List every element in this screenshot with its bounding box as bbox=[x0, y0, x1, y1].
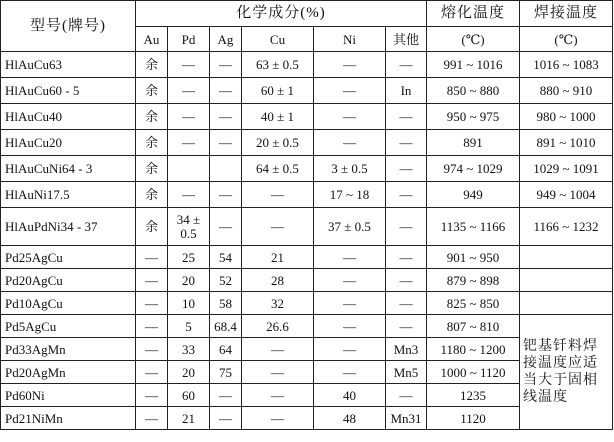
col-header-ni: Ni bbox=[314, 27, 386, 52]
pd-cell: 21 bbox=[168, 407, 210, 430]
col-header-model: 型号(牌号) bbox=[1, 1, 136, 52]
ni-cell: 40 bbox=[314, 384, 386, 407]
other-cell: — bbox=[386, 315, 427, 338]
col-header-ag: Ag bbox=[210, 27, 242, 52]
melting-temp-cell: 1120 bbox=[427, 407, 520, 430]
col-header-melting-temp: 熔化温度 bbox=[427, 1, 520, 27]
ni-cell: 3 ± 0.5 bbox=[314, 156, 386, 182]
pd-cell: — bbox=[168, 182, 210, 208]
melting-temp-cell: 1000 ~ 1120 bbox=[427, 361, 520, 384]
other-cell: — bbox=[386, 269, 427, 292]
ni-cell: — bbox=[314, 52, 386, 78]
other-cell: — bbox=[386, 104, 427, 130]
model-cell: HlAuCu60 - 5 bbox=[1, 78, 136, 104]
table-row bbox=[1, 78, 613, 104]
other-cell: Mn5 bbox=[386, 361, 427, 384]
melting-temp-cell: 949 bbox=[427, 182, 520, 208]
table-row bbox=[1, 315, 613, 338]
welding-temp-cell: 891 ~ 1010 bbox=[520, 130, 613, 156]
ni-cell: 17 ~ 18 bbox=[314, 182, 386, 208]
melting-temp-cell: 807 ~ 810 bbox=[427, 315, 520, 338]
ni-cell: 37 ± 0.5 bbox=[314, 208, 386, 246]
ni-cell: 48 bbox=[314, 407, 386, 430]
pd-cell: 34 ± 0.5 bbox=[168, 208, 210, 246]
ag-cell: — bbox=[210, 52, 242, 78]
other-cell: Mn3 bbox=[386, 338, 427, 361]
cu-cell: 21 bbox=[242, 246, 314, 269]
welding-temp-cell: 1166 ~ 1232 bbox=[520, 208, 613, 246]
col-header-welding-temp: 焊接温度 bbox=[520, 1, 613, 27]
cu-cell: — bbox=[242, 182, 314, 208]
model-cell: Pd25AgCu bbox=[1, 246, 136, 269]
ag-cell: 52 bbox=[210, 269, 242, 292]
ni-cell: — bbox=[314, 246, 386, 269]
ag-cell: — bbox=[210, 104, 242, 130]
model-cell: Pd20AgMn bbox=[1, 361, 136, 384]
table-row bbox=[1, 156, 613, 182]
au-cell: — bbox=[136, 384, 168, 407]
pd-cell: 20 bbox=[168, 361, 210, 384]
ni-cell: — bbox=[314, 292, 386, 315]
melting-temp-cell: 1235 bbox=[427, 384, 520, 407]
au-cell: — bbox=[136, 246, 168, 269]
pd-cell: — bbox=[168, 104, 210, 130]
cu-cell: 26.6 bbox=[242, 315, 314, 338]
ag-cell: — bbox=[210, 182, 242, 208]
ni-cell: — bbox=[314, 78, 386, 104]
ag-cell: — bbox=[210, 130, 242, 156]
au-cell: 余 bbox=[136, 208, 168, 246]
pd-alloy-note: 钯基钎料焊接温度应适当大于固相线温度 bbox=[520, 315, 613, 430]
au-cell: 余 bbox=[136, 156, 168, 182]
model-cell: Pd10AgCu bbox=[1, 292, 136, 315]
model-cell: HlAuNi17.5 bbox=[1, 182, 136, 208]
col-header-composition: 化学成分(%) bbox=[136, 1, 427, 27]
pd-cell: 5 bbox=[168, 315, 210, 338]
au-cell: — bbox=[136, 361, 168, 384]
other-cell: — bbox=[386, 156, 427, 182]
model-cell: HlAuCu40 bbox=[1, 104, 136, 130]
cu-cell: — bbox=[242, 384, 314, 407]
melting-temp-cell: 891 bbox=[427, 130, 520, 156]
ag-cell bbox=[210, 156, 242, 182]
ni-cell: — bbox=[314, 130, 386, 156]
au-cell: — bbox=[136, 269, 168, 292]
ag-cell: — bbox=[210, 384, 242, 407]
au-cell: 余 bbox=[136, 130, 168, 156]
other-cell: — bbox=[386, 384, 427, 407]
table-row bbox=[1, 292, 613, 315]
welding-temp-cell: 880 ~ 910 bbox=[520, 78, 613, 104]
other-cell: — bbox=[386, 208, 427, 246]
col-header-pd: Pd bbox=[168, 27, 210, 52]
model-cell: HlAuCu63 bbox=[1, 52, 136, 78]
pd-cell: 60 bbox=[168, 384, 210, 407]
au-cell: — bbox=[136, 407, 168, 430]
pd-cell: 10 bbox=[168, 292, 210, 315]
welding-temp-cell bbox=[520, 269, 613, 292]
ni-cell: — bbox=[314, 338, 386, 361]
table-row bbox=[1, 52, 613, 78]
model-cell: Pd5AgCu bbox=[1, 315, 136, 338]
table-row bbox=[1, 246, 613, 269]
other-cell: — bbox=[386, 182, 427, 208]
welding-temp-unit: (℃) bbox=[520, 27, 613, 52]
model-cell: HlAuCu20 bbox=[1, 130, 136, 156]
other-cell: — bbox=[386, 52, 427, 78]
table-row bbox=[1, 208, 613, 246]
cu-cell: 32 bbox=[242, 292, 314, 315]
melting-temp-cell: 901 ~ 950 bbox=[427, 246, 520, 269]
cu-cell: 20 ± 0.5 bbox=[242, 130, 314, 156]
welding-temp-cell: 1016 ~ 1083 bbox=[520, 52, 613, 78]
welding-temp-cell: 1029 ~ 1091 bbox=[520, 156, 613, 182]
cu-cell: 40 ± 1 bbox=[242, 104, 314, 130]
col-header-cu: Cu bbox=[242, 27, 314, 52]
ag-cell: 68.4 bbox=[210, 315, 242, 338]
ni-cell: — bbox=[314, 269, 386, 292]
cu-cell: — bbox=[242, 208, 314, 246]
table-row bbox=[1, 104, 613, 130]
ag-cell: — bbox=[210, 78, 242, 104]
col-header-au: Au bbox=[136, 27, 168, 52]
melting-temp-cell: 879 ~ 898 bbox=[427, 269, 520, 292]
ag-cell: — bbox=[210, 208, 242, 246]
pd-cell: 20 bbox=[168, 269, 210, 292]
melting-temp-cell: 1135 ~ 1166 bbox=[427, 208, 520, 246]
ag-cell: 64 bbox=[210, 338, 242, 361]
other-cell: — bbox=[386, 246, 427, 269]
au-cell: — bbox=[136, 292, 168, 315]
welding-temp-cell bbox=[520, 292, 613, 315]
au-cell: 余 bbox=[136, 78, 168, 104]
ni-cell: — bbox=[314, 361, 386, 384]
table-row bbox=[1, 130, 613, 156]
ag-cell: 54 bbox=[210, 246, 242, 269]
cu-cell: — bbox=[242, 407, 314, 430]
model-cell: HlAuCuNi64 - 3 bbox=[1, 156, 136, 182]
cu-cell: 63 ± 0.5 bbox=[242, 52, 314, 78]
melting-temp-cell: 850 ~ 880 bbox=[427, 78, 520, 104]
cu-cell: 28 bbox=[242, 269, 314, 292]
melting-temp-cell: 991 ~ 1016 bbox=[427, 52, 520, 78]
pd-cell bbox=[168, 156, 210, 182]
pd-cell: — bbox=[168, 52, 210, 78]
model-cell: Pd20AgCu bbox=[1, 269, 136, 292]
table-row bbox=[1, 269, 613, 292]
pd-cell: — bbox=[168, 78, 210, 104]
model-cell: Pd21NiMn bbox=[1, 407, 136, 430]
ag-cell: 58 bbox=[210, 292, 242, 315]
melting-temp-cell: 950 ~ 975 bbox=[427, 104, 520, 130]
melting-temp-cell: 1180 ~ 1200 bbox=[427, 338, 520, 361]
au-cell: 余 bbox=[136, 182, 168, 208]
welding-temp-cell: 949 ~ 1004 bbox=[520, 182, 613, 208]
other-cell: In bbox=[386, 78, 427, 104]
other-cell: — bbox=[386, 130, 427, 156]
cu-cell: — bbox=[242, 338, 314, 361]
cu-cell: — bbox=[242, 361, 314, 384]
model-cell: HlAuPdNi34 - 37 bbox=[1, 208, 136, 246]
melting-temp-unit: (℃) bbox=[427, 27, 520, 52]
model-cell: Pd33AgMn bbox=[1, 338, 136, 361]
ni-cell: — bbox=[314, 104, 386, 130]
other-cell: — bbox=[386, 292, 427, 315]
au-cell: 余 bbox=[136, 104, 168, 130]
ag-cell: — bbox=[210, 407, 242, 430]
pd-cell: 33 bbox=[168, 338, 210, 361]
model-cell: Pd60Ni bbox=[1, 384, 136, 407]
cu-cell: 64 ± 0.5 bbox=[242, 156, 314, 182]
melting-temp-cell: 974 ~ 1029 bbox=[427, 156, 520, 182]
col-header-other: 其他 bbox=[386, 27, 427, 52]
au-cell: 余 bbox=[136, 52, 168, 78]
pd-cell: 25 bbox=[168, 246, 210, 269]
melting-temp-cell: 825 ~ 850 bbox=[427, 292, 520, 315]
pd-cell: — bbox=[168, 130, 210, 156]
ni-cell: — bbox=[314, 315, 386, 338]
au-cell: — bbox=[136, 315, 168, 338]
table-row bbox=[1, 182, 613, 208]
welding-temp-cell bbox=[520, 246, 613, 269]
other-cell: Mn31 bbox=[386, 407, 427, 430]
ag-cell: 75 bbox=[210, 361, 242, 384]
welding-temp-cell: 980 ~ 1000 bbox=[520, 104, 613, 130]
cu-cell: 60 ± 1 bbox=[242, 78, 314, 104]
au-cell: — bbox=[136, 338, 168, 361]
